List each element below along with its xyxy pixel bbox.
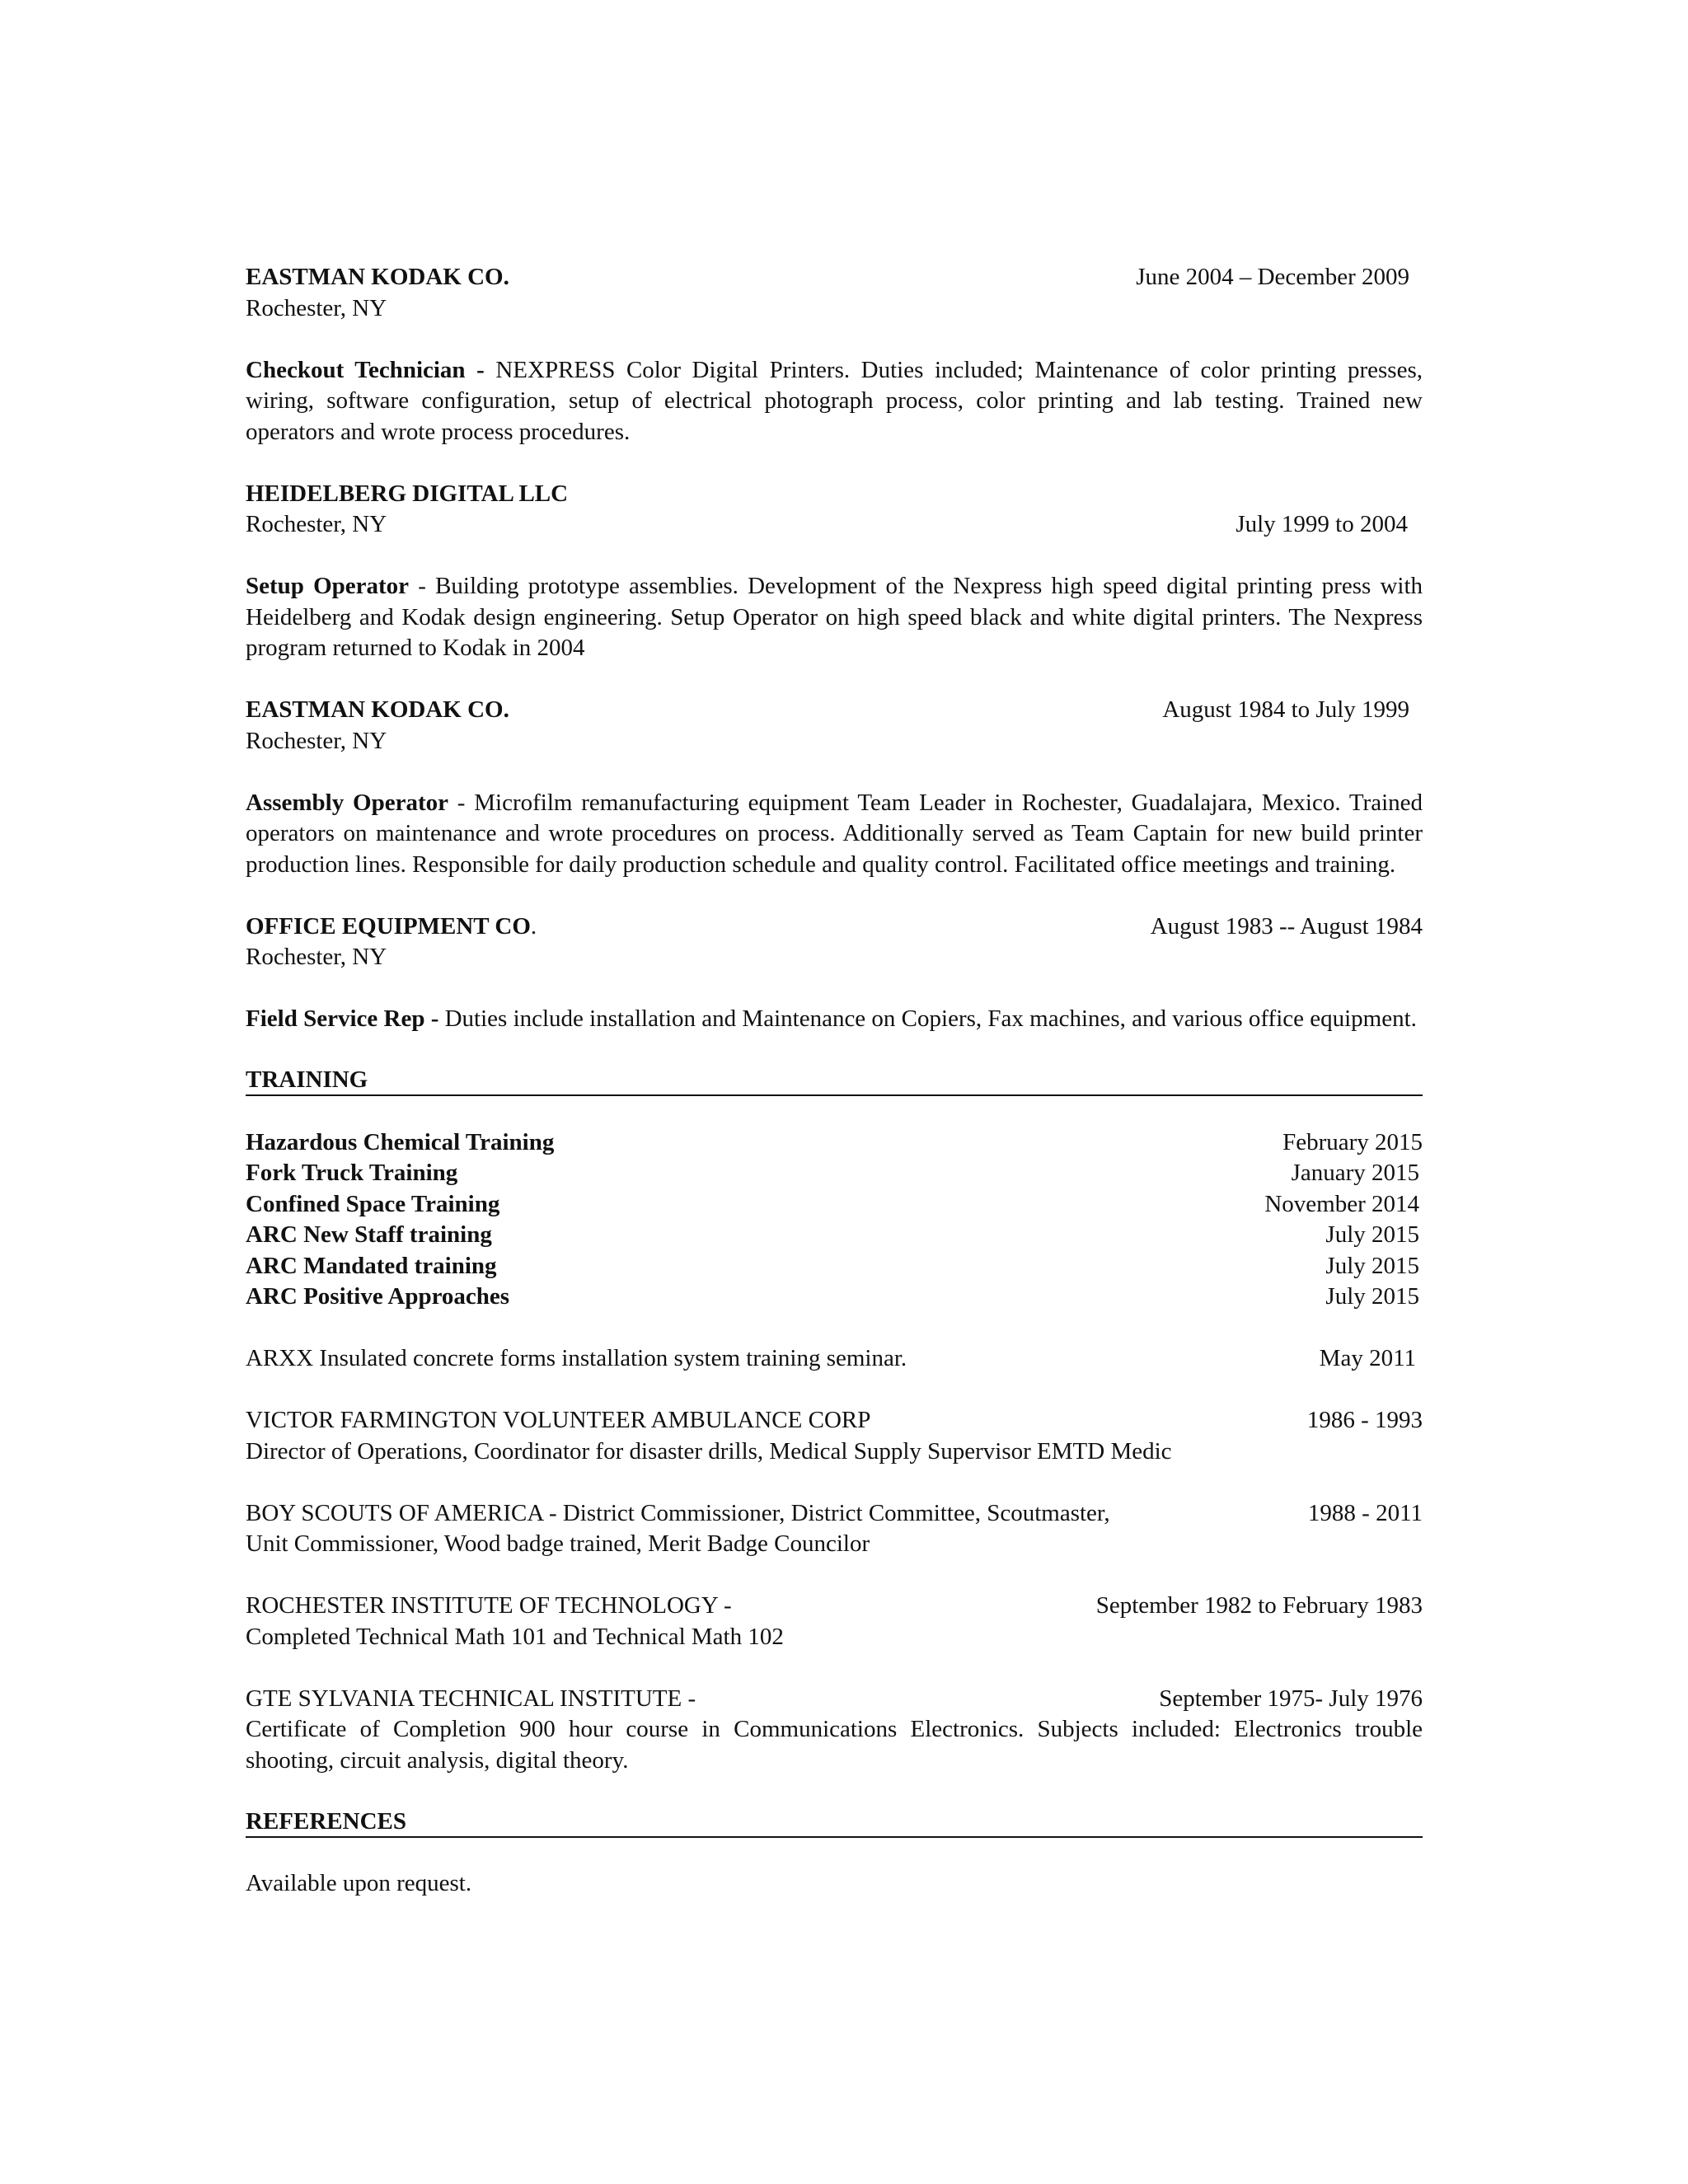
job-header <box>246 695 1423 726</box>
training-name: ARC Mandated training <box>246 1252 497 1279</box>
job-description-text: - Microfilm remanufacturing equipment Team Leader in Rochester, Guadalajara, Mexico. Trained operators on maintenance and wrote procedures on process. Additionally served as Team Captain for new build printer production lines. Responsible for daily production schedule and quality control. Facilitated office meetings and training. <box>246 789 1423 878</box>
job-location: Rochester, NY <box>246 294 387 321</box>
activity-date: May 2011 <box>1319 1345 1416 1371</box>
training-item <box>246 1220 1423 1251</box>
activity-detail: Unit Commissioner, Wood badge trained, Merit Badge Councilor <box>246 1530 870 1557</box>
training-date: January 2015 <box>1291 1160 1419 1186</box>
job-title: Assembly Operator <box>246 789 448 816</box>
activity-header <box>246 1343 1423 1375</box>
activity-detail: Director of Operations, Coordinator for disaster drills, Medical Supply Supervisor EMTD Medic <box>246 1437 1172 1465</box>
training-name: ARC New Staff training <box>246 1221 492 1248</box>
training-date: July 2015 <box>1325 1283 1419 1310</box>
resume-content <box>246 262 1423 1900</box>
activity-detail: Completed Technical Math 101 and Technical Math 102 <box>246 1623 784 1650</box>
job-description <box>246 355 1423 448</box>
training-item <box>246 1189 1423 1221</box>
job-description-text: NEXPRESS Color Digital Printers. Duties included; Maintenance of color printing presses, wiring, software configuration, setup of electrical photograph process, color printing and lab testing. Trained new operators and wrote process procedures. <box>246 356 1423 445</box>
training-item <box>246 1158 1423 1189</box>
activity-title: VICTOR FARMINGTON VOLUNTEER AMBULANCE CORP <box>246 1407 871 1433</box>
activity-date: 1988 - 2011 <box>1307 1499 1423 1526</box>
job-title: Setup Operator <box>246 573 410 599</box>
references-heading: REFERENCES <box>246 1807 1423 1838</box>
activity-header <box>246 1684 1423 1715</box>
company-name: HEIDELBERG DIGITAL LLC <box>246 480 569 507</box>
job-title: Field Service Rep - <box>246 1005 439 1032</box>
activity-header <box>246 1405 1423 1436</box>
training-item <box>246 1251 1423 1282</box>
training-item <box>246 1282 1423 1313</box>
job-description-text: - Building prototype assemblies. Development of the Nexpress high speed digital printing press with Heidelberg and Kodak design engineering. Setup Operator on high speed black and white digital printers. The Nexpress program returned to Kodak in 2004 <box>246 573 1423 661</box>
activity-title: ROCHESTER INSTITUTE OF TECHNOLOGY - <box>246 1592 732 1619</box>
job-description <box>246 571 1423 664</box>
job-description <box>246 1004 1423 1035</box>
job-dates: August 1984 to July 1999 <box>1162 696 1409 723</box>
training-name: ARC Positive Approaches <box>246 1283 510 1310</box>
company-name: EASTMAN KODAK CO. <box>246 264 509 290</box>
activity-detail: Certificate of Completion 900 hour course in Communications Electronics. Subjects included: Electronics trouble shooting, circuit analysis, digital theory. <box>246 1716 1423 1774</box>
job-location: Rochester, NY <box>246 727 387 754</box>
job-header <box>246 912 1423 943</box>
training-date: July 2015 <box>1325 1221 1419 1248</box>
training-list <box>246 1127 1423 1313</box>
activity-date: 1986 - 1993 <box>1306 1407 1423 1433</box>
activity-header <box>246 1591 1423 1622</box>
activity-date: September 1982 to February 1983 <box>1095 1592 1423 1619</box>
company-name: EASTMAN KODAK CO. <box>246 696 509 723</box>
training-date: July 2015 <box>1325 1252 1419 1279</box>
job-header <box>246 509 1423 541</box>
activity-title: ARXX Insulated concrete forms installation system training seminar. <box>246 1345 907 1371</box>
job-title: Checkout Technician - <box>246 356 485 383</box>
job-location: Rochester, NY <box>246 511 387 537</box>
activity-title: BOY SCOUTS OF AMERICA - District Commissioner, District Committee, Scoutmaster, <box>246 1499 1110 1526</box>
training-item <box>246 1127 1423 1159</box>
activity-header <box>246 1498 1423 1530</box>
job-description-text: Duties include installation and Maintenance on Copiers, Fax machines, and various office equipment. <box>444 1005 1417 1032</box>
activity-title: GTE SYLVANIA TECHNICAL INSTITUTE - <box>246 1685 696 1712</box>
training-date: November 2014 <box>1264 1190 1419 1217</box>
company-name: OFFICE EQUIPMENT CO. <box>246 912 537 940</box>
job-dates: July 1999 to 2004 <box>1236 511 1408 537</box>
job-header <box>246 262 1423 293</box>
training-heading: TRAINING <box>246 1066 1423 1096</box>
references-text: Available upon request. <box>246 1870 472 1896</box>
training-date: February 2015 <box>1282 1128 1423 1155</box>
job-location: Rochester, NY <box>246 944 387 970</box>
activity-date: September 1975- July 1976 <box>1159 1685 1423 1712</box>
training-name: Hazardous Chemical Training <box>246 1128 555 1155</box>
job-dates: August 1983 -- August 1984 <box>1150 912 1423 940</box>
job-dates: June 2004 – December 2009 <box>1136 264 1409 290</box>
training-name: Confined Space Training <box>246 1190 500 1217</box>
job-description <box>246 788 1423 881</box>
training-name: Fork Truck Training <box>246 1160 458 1186</box>
